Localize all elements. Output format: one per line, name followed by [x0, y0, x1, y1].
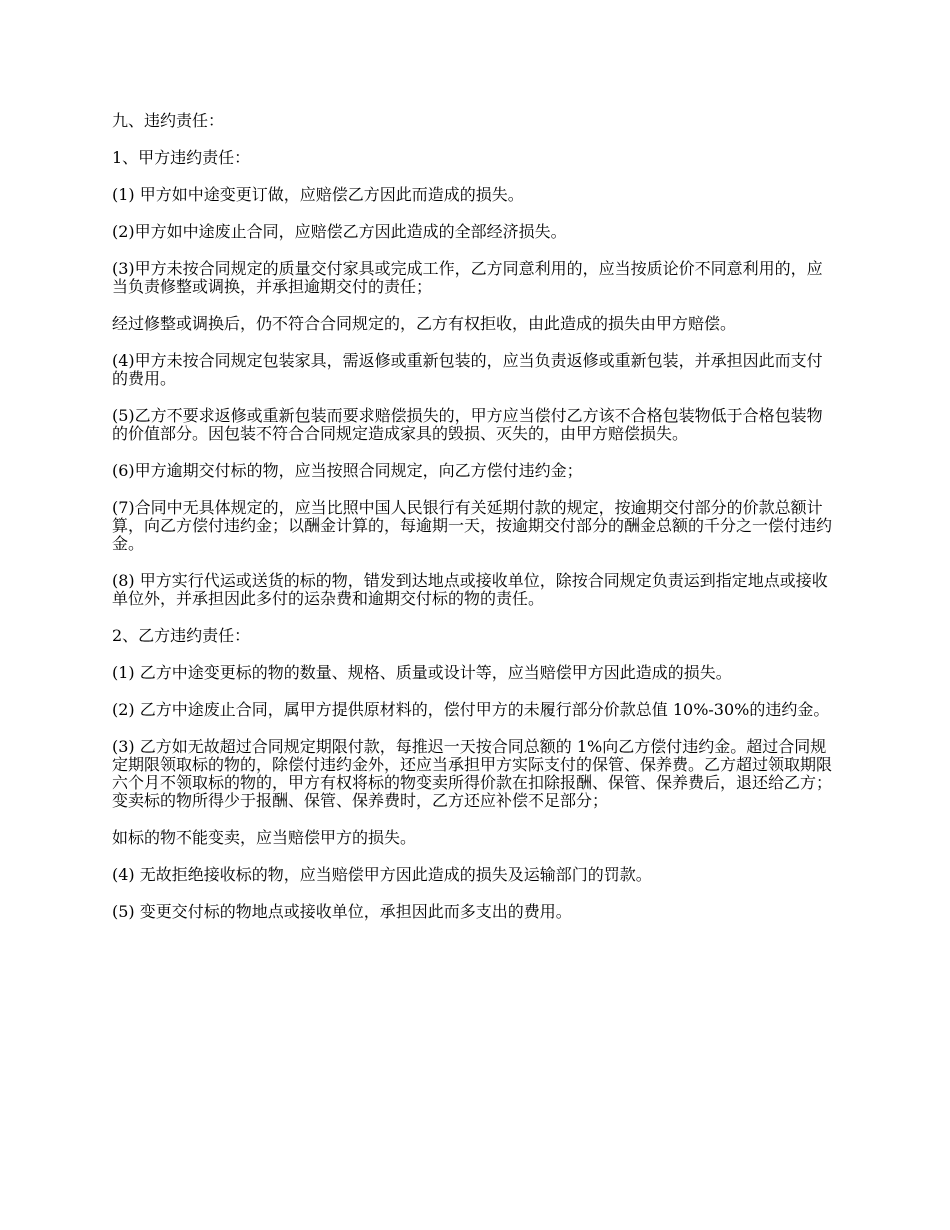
document-body	[112, 112, 838, 940]
clause-a-2: (2)甲方如中途废止合同，应赔偿乙方因此造成的全部经济损失。	[112, 222, 567, 241]
clause-b-4: (4) 无故拒绝接收标的物，应当赔偿甲方因此造成的损失及运输部门的罚款。	[112, 865, 652, 884]
clause-a-1: (1) 甲方如中途变更订做，应赔偿乙方因此而造成的损失。	[112, 185, 524, 204]
section-heading-breach-liability: 九、违约责任：	[112, 111, 225, 130]
clause-a-3: (3)甲方未按合同规定的质量交付家具或完成工作，乙方同意利用的，应当按质论价不同意利用的，应当负责修整或调换，并承担逾期交付的责任；	[112, 259, 823, 296]
clause-b-3: (3) 乙方如无故超过合同规定期限付款，每推迟一天按合同总额的 1%向乙方偿付违约金。超过合同规定期限领取标的物的，除偿付违约金外，还应当承担甲方实际支付的保管、保养费。乙方超过领取期限六个月不领取标的物的，甲方有权将标的物变卖所得价款在扣除报酬、保管、保养费后，退还给乙方；变卖标的物所得少于报酬、保管、保养费时，乙方还应补偿不足部分；	[112, 737, 833, 810]
clause-b-2: (2) 乙方中途废止合同，属甲方提供原材料的，偿付甲方的未履行部分价款总值 10%-30%的违约金。	[112, 700, 830, 719]
clause-a-4: (4)甲方未按合同规定包装家具，需返修或重新包装的，应当负责返修或重新包装，并承担因此而支付的费用。	[112, 351, 823, 388]
clause-a-7: (7)合同中无具体规定的，应当比照中国人民银行有关延期付款的规定，按逾期交付部分的价款总额计算，向乙方偿付违约金；以酬金计算的，每逾期一天，按逾期交付部分的酬金总额的千分之一偿付违约金。	[112, 498, 833, 553]
clause-a-6: (6)甲方逾期交付标的物，应当按照合同规定，向乙方偿付违约金；	[112, 461, 583, 480]
clause-a-8: (8) 甲方实行代运或送货的标的物，错发到达地点或接收单位，除按合同规定负责运到指定地点或接收单位外，并承担因此多付的运杂费和逾期交付标的物的责任。	[112, 571, 828, 608]
clause-b-5: (5) 变更交付标的物地点或接收单位，承担因此而多支出的费用。	[112, 902, 572, 921]
subsection-heading-party-a: 1、甲方违约责任：	[112, 148, 251, 167]
clause-a-3-continued: 经过修整或调换后，仍不符合合同规定的，乙方有权拒收，由此造成的损失由甲方赔偿。	[112, 314, 737, 333]
clause-a-5: (5)乙方不要求返修或重新包装而要求赔偿损失的，甲方应当偿付乙方该不合格包装物低于合格包装物的价值部分。因包装不符合合同规定造成家具的毁损、灭失的，由甲方赔偿损失。	[112, 406, 823, 443]
clause-b-1: (1) 乙方中途变更标的物的数量、规格、质量或设计等，应当赔偿甲方因此造成的损失。	[112, 663, 732, 682]
clause-b-3-continued: 如标的物不能变卖，应当赔偿甲方的损失。	[112, 828, 417, 847]
subsection-heading-party-b: 2、乙方违约责任：	[112, 626, 251, 645]
